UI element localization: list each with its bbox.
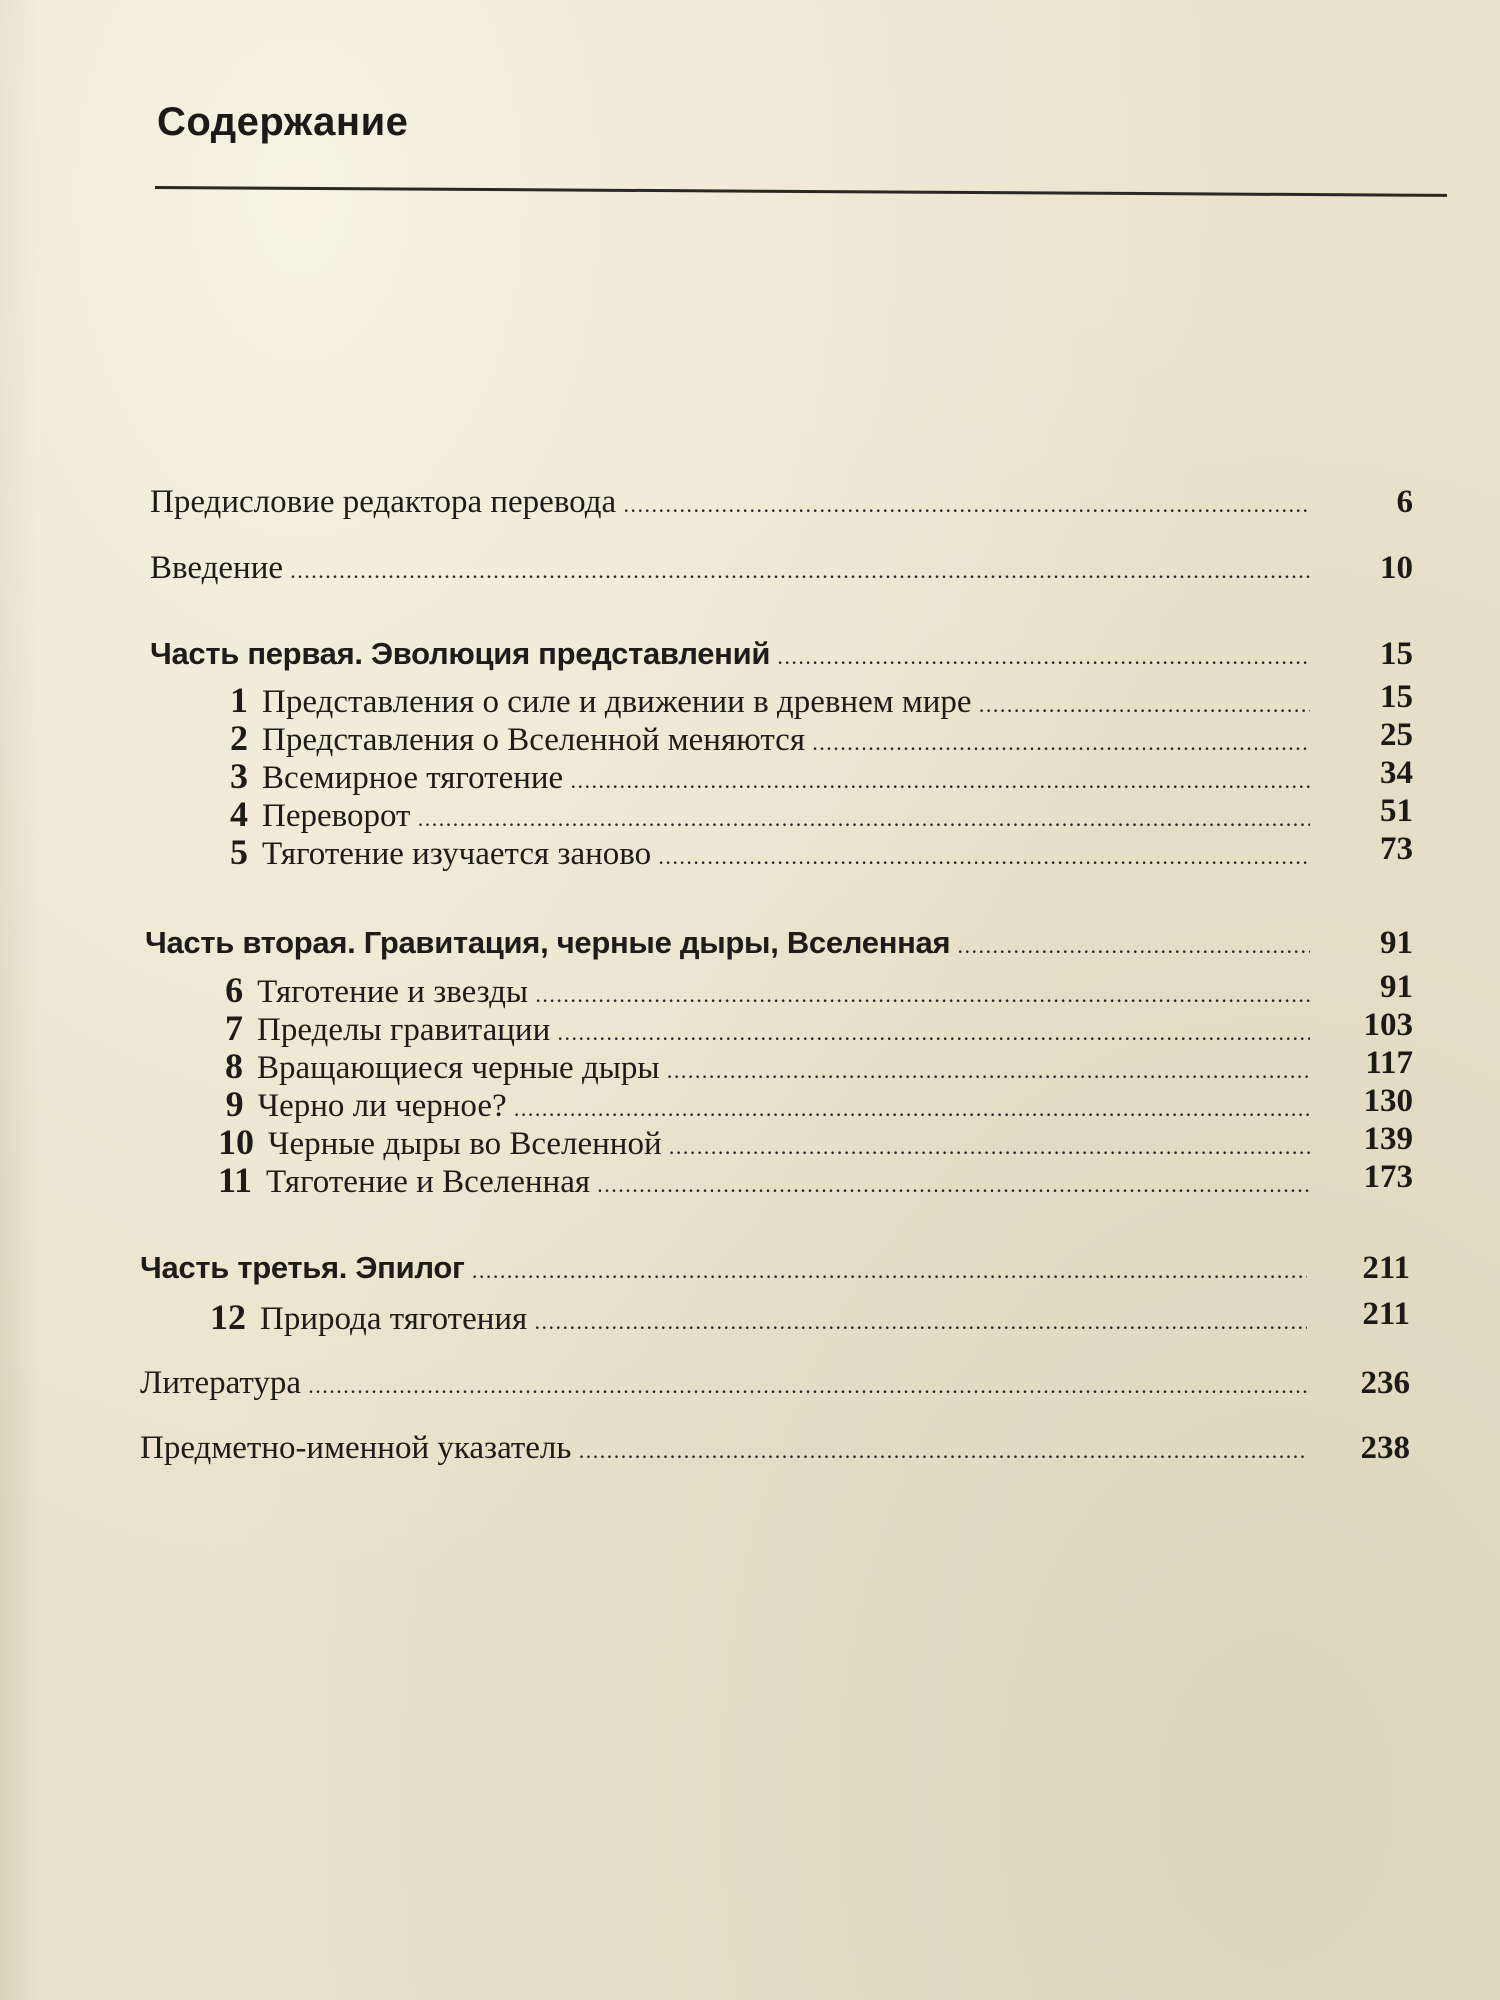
toc-page-number: 211	[1362, 1250, 1410, 1286]
toc-page-number: 15	[1380, 679, 1413, 715]
toc-entry-label: Литература	[140, 1365, 302, 1401]
dot-leader	[473, 1265, 1307, 1283]
toc-chapter	[225, 1045, 1413, 1087]
dot-leader	[571, 775, 1310, 793]
toc-page-number: 139	[1363, 1121, 1413, 1157]
toc-entry-preface	[150, 484, 1413, 521]
toc-page-number: 91	[1380, 969, 1413, 1005]
chapter-title: Тяготение и Вселенная	[266, 1164, 591, 1200]
chapter-title: Пределы гравитации	[257, 1012, 551, 1048]
chapter-number: 1	[230, 680, 248, 720]
toc-page-number: 211	[1362, 1296, 1410, 1332]
chapter-title: Всемирное тяготение	[262, 760, 564, 796]
toc-chapter	[230, 717, 1413, 759]
toc-chapter	[225, 1007, 1413, 1049]
toc-chapter	[230, 679, 1413, 721]
dot-leader	[778, 651, 1310, 669]
toc-page-number: 130	[1363, 1083, 1413, 1119]
chapter-title: Представления о силе и движении в древнем мире	[262, 684, 972, 720]
chapter-number: 5	[230, 832, 248, 872]
toc-part-label: Часть первая. Эволюция представлений	[150, 636, 771, 671]
chapter-title: Вращающиеся черные дыры	[257, 1050, 660, 1086]
toc-entry-label: Введение	[150, 550, 284, 586]
toc-entry-label: Предметно-именной указатель	[140, 1430, 572, 1466]
toc-part-heading	[145, 925, 1413, 961]
dot-leader	[980, 699, 1310, 717]
chapter-number: 10	[218, 1122, 254, 1162]
dot-leader	[670, 1141, 1310, 1159]
dot-leader	[598, 1179, 1310, 1197]
chapter-number: 8	[225, 1046, 243, 1086]
toc-entry-index	[140, 1430, 1410, 1467]
toc-page-number: 25	[1380, 717, 1413, 753]
toc-part-label: Часть третья. Эпилог	[140, 1250, 465, 1285]
chapter-title: Черно ли черное?	[257, 1088, 507, 1124]
toc-page-number: 15	[1380, 636, 1413, 672]
toc-page-number: 103	[1363, 1007, 1413, 1043]
toc-page-number: 10	[1380, 550, 1413, 586]
toc-chapter	[230, 755, 1413, 797]
dot-leader	[813, 737, 1310, 755]
toc-chapter	[218, 1121, 1413, 1163]
toc-page-number: 6	[1396, 484, 1413, 520]
dot-leader	[291, 565, 1310, 583]
chapter-number: 7	[225, 1008, 243, 1048]
toc-entry-bibliography	[140, 1365, 1410, 1402]
dot-leader	[668, 1065, 1310, 1083]
chapter-number: 2	[230, 718, 248, 758]
dot-leader	[579, 1445, 1307, 1463]
dot-leader	[535, 1316, 1307, 1334]
toc-page-number: 117	[1365, 1045, 1413, 1081]
toc-page-number: 173	[1363, 1159, 1413, 1195]
toc-part-label: Часть вторая. Гравитация, черные дыры, Вселенная	[145, 925, 951, 960]
chapter-title: Природа тяготения	[260, 1301, 528, 1337]
chapter-number: 6	[225, 970, 244, 1010]
chapter-title: Тяготение и звезды	[257, 974, 529, 1010]
toc-entry-introduction	[150, 550, 1413, 587]
chapter-number: 3	[230, 756, 248, 796]
dot-leader	[958, 940, 1310, 958]
toc-page-number: 238	[1360, 1430, 1410, 1466]
dot-leader	[536, 989, 1310, 1007]
chapter-number: 11	[218, 1160, 253, 1200]
toc-chapter	[225, 969, 1413, 1011]
toc-entry-label: Предисловие редактора перевода	[150, 484, 617, 520]
chapter-title: Черные дыры во Вселенной	[268, 1126, 662, 1162]
chapter-title: Переворот	[262, 798, 411, 834]
chapter-number: 12	[210, 1297, 246, 1337]
toc-page-number: 236	[1360, 1365, 1410, 1401]
chapter-number: 9	[225, 1084, 244, 1124]
toc-chapter	[210, 1296, 1410, 1338]
toc-page-number: 73	[1380, 831, 1413, 867]
toc-chapter	[218, 1159, 1413, 1201]
toc-chapter	[230, 831, 1413, 873]
toc-part-heading	[140, 1250, 1410, 1286]
toc-page-number: 51	[1380, 793, 1413, 829]
toc-part-heading	[150, 636, 1413, 672]
toc-page-number: 34	[1380, 755, 1413, 791]
toc-page-number: 91	[1380, 925, 1413, 961]
chapter-number: 4	[230, 794, 248, 834]
dot-leader	[558, 1027, 1310, 1045]
toc-chapter	[230, 793, 1413, 835]
toc-chapter	[225, 1083, 1413, 1125]
dot-leader	[659, 851, 1310, 869]
dot-leader	[624, 499, 1310, 517]
chapter-title: Представления о Вселенной меняются	[262, 722, 806, 758]
chapter-title: Тяготение изучается заново	[262, 836, 652, 872]
dot-leader	[515, 1103, 1310, 1121]
dot-leader	[309, 1380, 1307, 1398]
page-title: Содержание	[157, 100, 409, 144]
dot-leader	[418, 813, 1310, 831]
